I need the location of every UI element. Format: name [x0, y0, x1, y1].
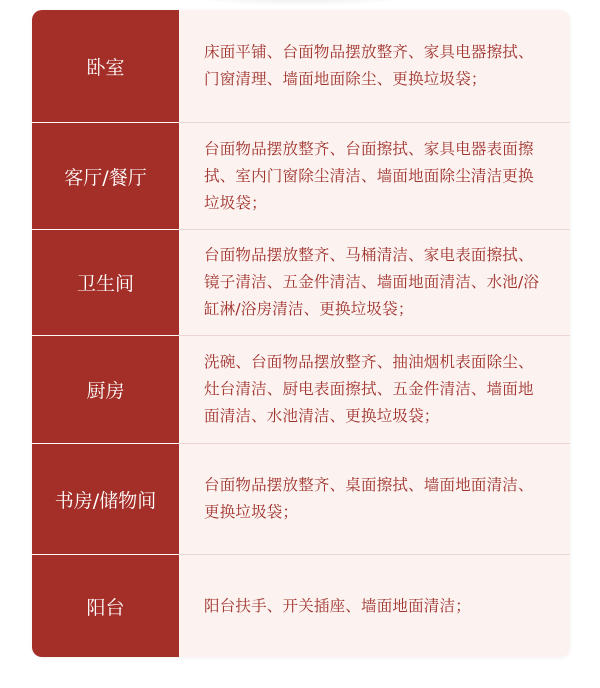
task-text: 床面平铺、台面物品摆放整齐、家具电器擦拭、门窗清理、墙面地面除尘、更换垃圾袋； [204, 43, 534, 88]
table-row-balcony [32, 555, 570, 657]
task-description [179, 555, 570, 657]
category-label: 卧室 [32, 10, 179, 122]
table-row-study-storage [32, 444, 570, 554]
task-description [179, 230, 570, 335]
table-row-living-dining [32, 123, 570, 229]
table-row-bedroom [32, 10, 570, 122]
task-text: 阳台扶手、开关插座、墙面地面清洁； [204, 596, 471, 615]
table-row-bathroom [32, 230, 570, 335]
category-label: 书房/储物间 [32, 444, 179, 554]
task-text: 洗碗、台面物品摆放整齐、抽油烟机表面除尘、灶台清洁、厨电表面擦拭、五金件清洁、墙面地面清洁、水池清洁、更换垃圾袋； [204, 353, 534, 425]
task-text: 台面物品摆放整齐、桌面擦拭、墙面地面清洁、更换垃圾袋； [204, 476, 534, 521]
task-text: 台面物品摆放整齐、马桶清洁、家电表面擦拭、镜子清洁、五金件清洁、墙面地面清洁、水池/浴缸淋/浴房清洁、更换垃圾袋； [204, 246, 540, 318]
category-label: 卫生间 [32, 230, 179, 335]
cleaning-task-table [32, 10, 570, 657]
task-description [179, 10, 570, 122]
task-description [179, 123, 570, 229]
top-shadow [150, 0, 450, 6]
category-label: 客厅/餐厅 [32, 123, 179, 229]
category-label: 阳台 [32, 555, 179, 657]
task-description [179, 336, 570, 443]
task-description [179, 444, 570, 554]
table-row-kitchen [32, 336, 570, 443]
category-label: 厨房 [32, 336, 179, 443]
task-text: 台面物品摆放整齐、台面擦拭、家具电器表面擦拭、室内门窗除尘清洁、墙面地面除尘清洁更换垃圾袋； [204, 139, 534, 212]
